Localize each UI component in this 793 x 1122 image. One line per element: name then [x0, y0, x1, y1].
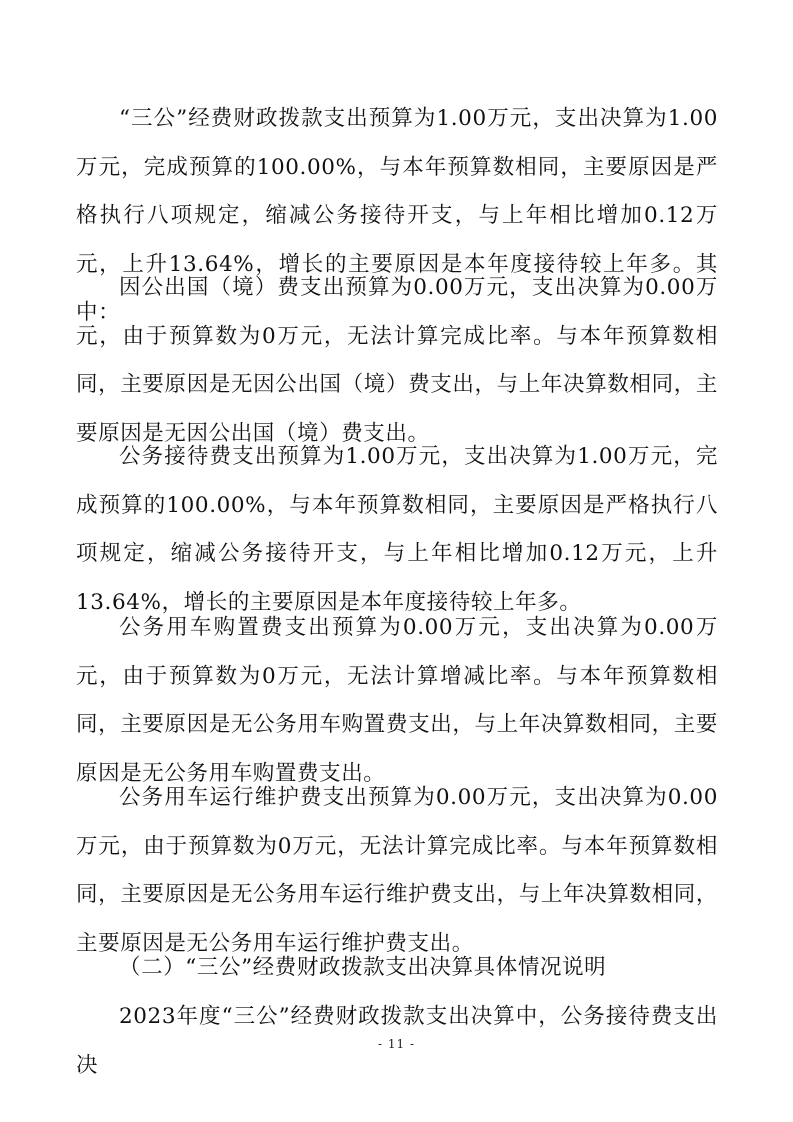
paragraph-vehicle-operation: 公务用车运行维护费支出预算为0.00万元，支出决算为0.00万元，由于预算数为0万元，无法计算完成比率。与本年预算数相同，主要原因是无公务用车运行维护费支出，与上年决算数相同，主要原因是无公务用车运行维护费支出。: [76, 785, 718, 956]
paragraph-official-reception: 公务接待费支出预算为1.00万元，支出决算为1.00万元，完成预算的100.00%，与本年预算数相同，主要原因是严格执行八项规定，缩减公务接待开支，与上年相比增加0.12万元，上升13.64%，增长的主要原因是本年度接待较上年多。: [76, 444, 718, 615]
paragraph-vehicle-purchase: 公务用车购置费支出预算为0.00万元，支出决算为0.00万元，由于预算数为0万元，无法计算增减比率。与本年预算数相同，主要原因是无公务用车购置费支出，与上年决算数相同，主要原因是无公务用车购置费支出。: [76, 615, 718, 786]
section-heading: （二）“三公”经费财政拨款支出决算具体情况说明: [119, 955, 607, 980]
paragraph-sangong-summary: “三公”经费财政拨款支出预算为1.00万元，支出决算为1.00万元，完成预算的100.00%，与本年预算数相同，主要原因是严格执行八项规定，缩减公务接待开支，与上年相比增加0.12万元，上升13.64%，增长的主要原因是本年度接待较上年多。其中：: [76, 106, 718, 325]
paragraph-2023-details: 2023年度“三公”经费财政拨款支出决算中，公务接待费支出决: [76, 1004, 718, 1078]
page-number: - 11 -: [377, 1037, 415, 1051]
paragraph-overseas-travel: 因公出国（境）费支出预算为0.00万元，支出决算为0.00万元，由于预算数为0万元，无法计算完成比率。与本年预算数相同，主要原因是无因公出国（境）费支出，与上年决算数相同，主要原因是无因公出国（境）费支出。: [76, 275, 718, 446]
